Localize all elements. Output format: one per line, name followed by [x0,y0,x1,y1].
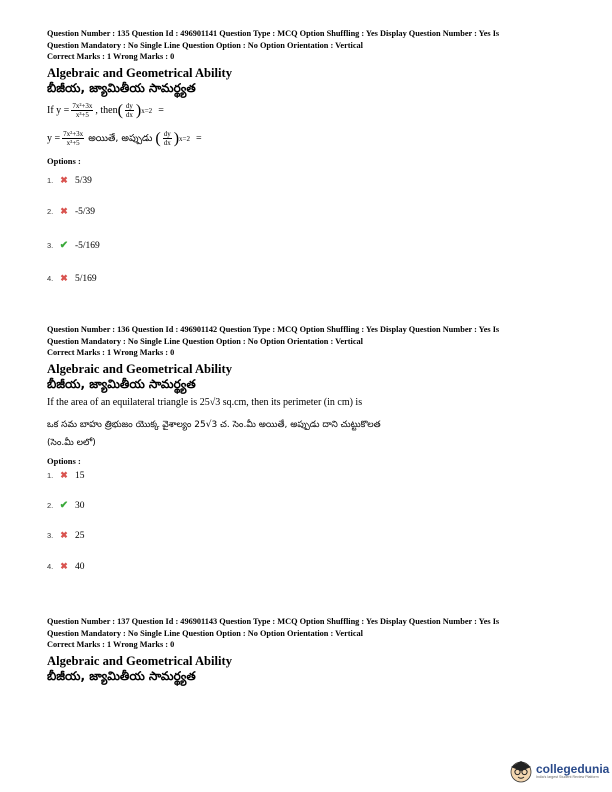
mascot-icon [508,757,534,785]
section-title-te: బీజీయ, జ్యామితీయ సామర్థ్యత [47,668,196,683]
check-icon: ✔ [59,500,69,511]
question-meta [47,616,567,651]
wrong-icon: ✖ [60,175,68,185]
question-text-te-1: ఒక సమ బాహు త్రిభుజం యొక్క వైశాల్యం 25√3 చ. సెం.మీ అయితే, అప్పుడు దాని చుట్టుకొలత [47,419,381,430]
meta-line-2: Question Mandatory : No Single Line Question Option : No Option Orientation : Vertical [47,628,363,638]
option-2[interactable]: 2. ✔ 30 [47,500,85,511]
section-title-te: బీజీయ, జ్యామితీయ సామర్థ్యత [47,80,196,95]
question-136 [47,324,567,596]
wrong-icon: ✖ [60,206,68,216]
collegedunia-logo [508,756,612,786]
meta-line-3: Correct Marks : 1 Wrong Marks : 0 [47,52,175,61]
wrong-icon: ✖ [60,530,68,540]
options-label: Options : [47,155,81,166]
option-1[interactable]: 1. ✖ 5/39 [47,175,92,186]
option-1[interactable]: 1. ✖ 15 [47,470,85,481]
section-title-te: బీజీయ, జ్యామితీయ సామర్థ్యత [47,376,196,391]
option-3[interactable]: 3. ✔ -5/169 [47,240,100,251]
question-text-en: If y = $\frac{\text{7x²+3x}}{\text{x³+5}}$ , then ( $\frac{dy}{dx}$ ) x=2 = [47,101,164,119]
question-text-te-2: (సెం.మీ లలో) [47,437,96,448]
meta-line-2: Question Mandatory : No Single Line Question Option : No Option Orientation : Vertical [47,336,363,346]
option-2[interactable]: 2. ✖ -5/39 [47,206,96,217]
logo-tagline: India's largest Student Review Platform [536,774,599,779]
logo-name: collegedunia [536,761,610,776]
question-meta [47,28,567,63]
section-title-en: Algebraic and Geometrical Ability [47,65,233,80]
wrong-icon: ✖ [60,273,68,283]
question-text-en: If the area of an equilateral triangle is 25√3 sq.cm, then its perimeter (in cm) is [47,396,363,408]
meta-line-3: Correct Marks : 1 Wrong Marks : 0 [47,640,175,649]
meta-line-1: Question Number : 136 Question Id : 496901142 Question Type : MCQ Option Shuffling : Yes Display Question Number : Yes Is [47,325,500,334]
option-3[interactable]: 3. ✖ 25 [47,530,85,541]
wrong-icon: ✖ [60,470,68,480]
question-meta [47,324,567,359]
option-4[interactable]: 4. ✖ 40 [47,561,85,572]
question-text-te: y = $\frac{\text{7x²+3x}}{\text{x³+5}}$ అయితే, అప్పుడు ( $\frac{dy}{dx}$ ) x=2 = [47,129,202,147]
wrong-icon: ✖ [60,561,68,571]
question-135 [47,28,567,296]
option-4[interactable]: 4. ✖ 5/169 [47,273,97,284]
check-icon: ✔ [59,240,69,251]
section-title-en: Algebraic and Geometrical Ability [47,361,233,376]
section-title-en: Algebraic and Geometrical Ability [47,653,233,668]
options-label: Options : [47,455,81,466]
meta-line-1: Question Number : 137 Question Id : 496901143 Question Type : MCQ Option Shuffling : Yes Display Question Number : Yes Is [47,617,500,626]
meta-line-1: Question Number : 135 Question Id : 496901141 Question Type : MCQ Option Shuffling : Yes Display Question Number : Yes Is [47,29,500,38]
meta-line-3: Correct Marks : 1 Wrong Marks : 0 [47,348,175,357]
meta-line-2: Question Mandatory : No Single Line Question Option : No Option Orientation : Vertical [47,40,363,50]
question-137 [47,616,567,684]
